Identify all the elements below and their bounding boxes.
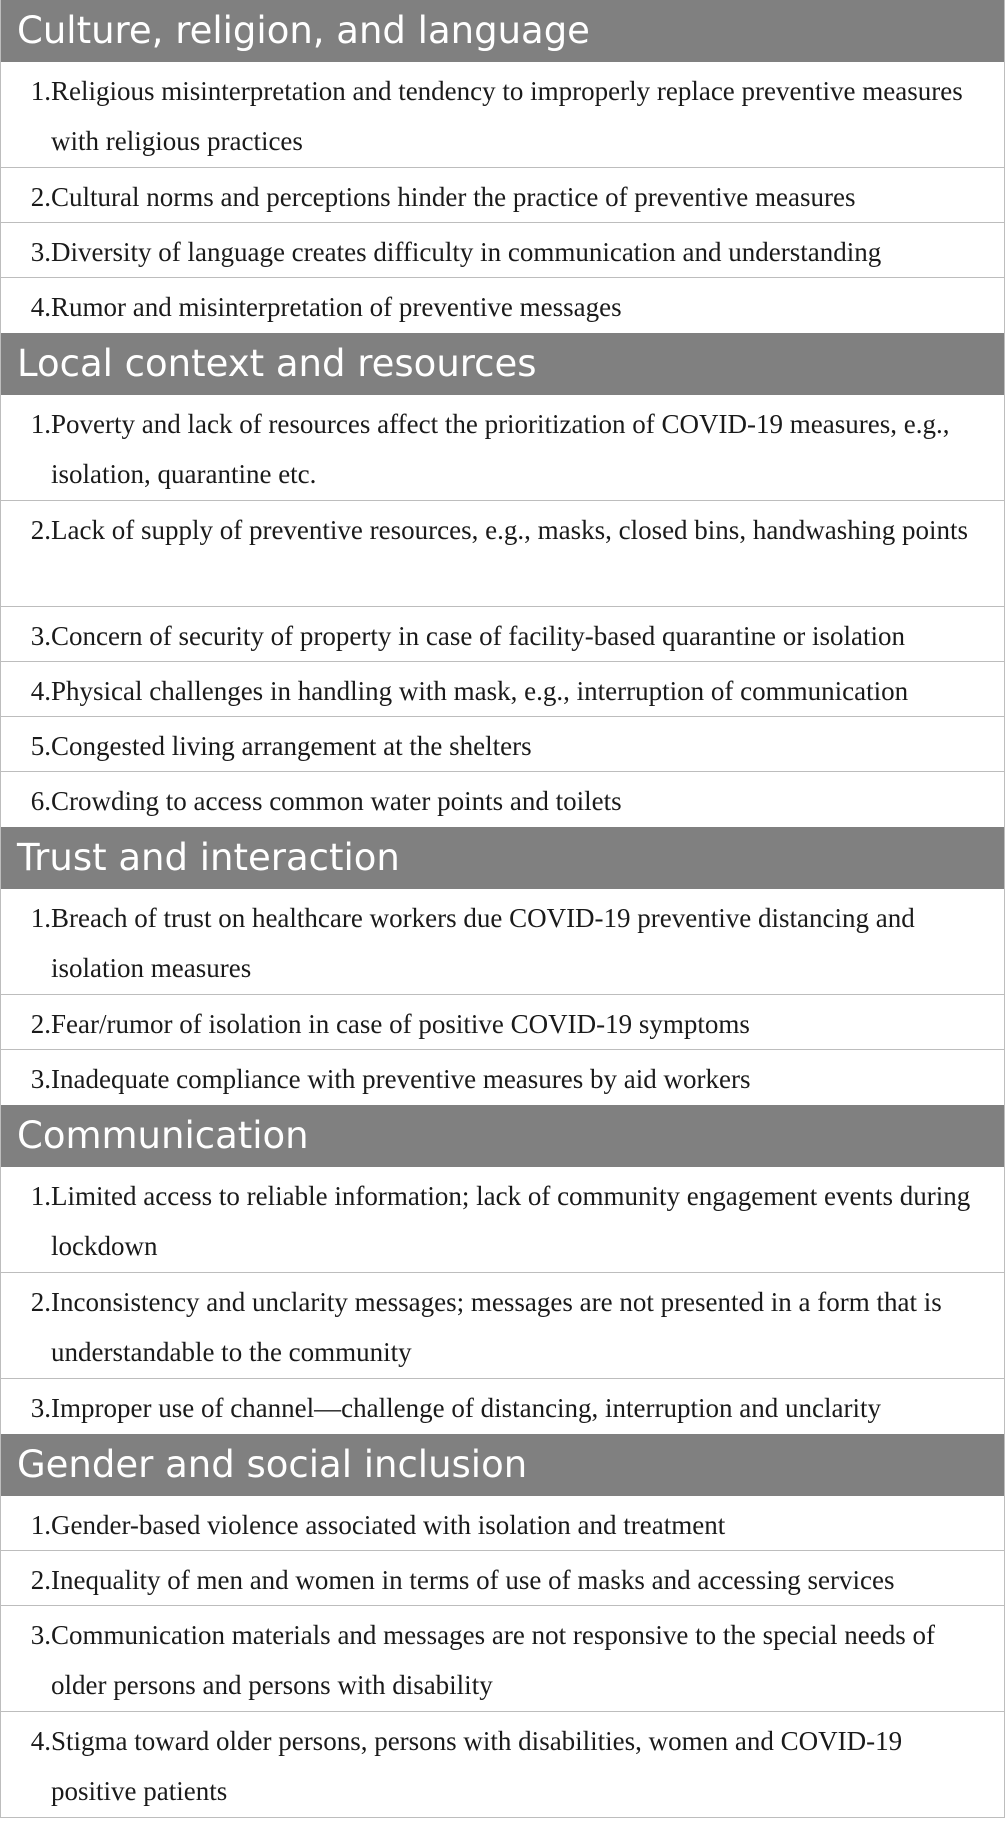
item-number: 3.	[30, 237, 51, 267]
table-row	[1, 62, 1004, 168]
item-text: Diversity of language creates difficulty in communication and understanding	[51, 237, 882, 267]
table-row	[1, 1606, 1004, 1712]
item-text: Crowding to access common water points and toilets	[51, 786, 622, 816]
item-text: Physical challenges in handling with mask, e.g., interruption of communication	[51, 676, 909, 706]
table-row	[1, 1050, 1004, 1105]
item-number: 4.	[30, 676, 51, 706]
table-row	[1, 223, 1004, 278]
table-row	[1, 662, 1004, 717]
item-text: Gender-based violence associated with isolation and treatment	[51, 1510, 726, 1540]
item-text: Communication materials and messages are not responsive to the special needs of older persons and persons with disability	[51, 1620, 935, 1700]
item-text: Poverty and lack of resources affect the prioritization of COVID-19 measures, e.g., isolation, quarantine etc.	[51, 409, 950, 489]
section-header: Communication	[1, 1105, 1004, 1167]
item-number: 2.	[30, 1009, 51, 1039]
item-text: Lack of supply of preventive resources, e.g., masks, closed bins, handwashing points	[51, 515, 969, 545]
item-number: 2.	[30, 182, 51, 212]
item-number: 6.	[30, 786, 51, 816]
item-text: Stigma toward older persons, persons with disabilities, women and COVID-19 positive patients	[51, 1726, 903, 1806]
item-number: 3.	[30, 1393, 51, 1423]
item-text: Concern of security of property in case of facility-based quarantine or isolation	[51, 621, 905, 651]
item-number: 1.	[30, 1510, 51, 1540]
item-number: 1.	[30, 409, 51, 439]
item-number: 2.	[30, 1287, 51, 1317]
item-text: Rumor and misinterpretation of preventive messages	[51, 292, 622, 322]
table-row	[1, 1551, 1004, 1606]
item-number: 4.	[30, 292, 51, 322]
table-row	[1, 772, 1004, 827]
item-number: 2.	[30, 515, 51, 545]
item-text: Inconsistency and unclarity messages; messages are not presented in a form that is understandable to the community	[51, 1287, 942, 1367]
section-header: Trust and interaction	[1, 827, 1004, 889]
table-row	[1, 1167, 1004, 1273]
item-text: Religious misinterpretation and tendency to improperly replace preventive measures with religious practices	[51, 76, 963, 156]
table-row	[1, 168, 1004, 223]
table-row	[1, 1712, 1004, 1818]
table-row	[1, 995, 1004, 1050]
table-row	[1, 717, 1004, 772]
table-row	[1, 1273, 1004, 1379]
item-number: 4.	[30, 1726, 51, 1756]
item-text: Fear/rumor of isolation in case of positive COVID-19 symptoms	[51, 1009, 750, 1039]
item-number: 1.	[30, 1181, 51, 1211]
item-number: 1.	[30, 76, 51, 106]
item-number: 2.	[30, 1565, 51, 1595]
table-row	[1, 607, 1004, 662]
section-header: Gender and social inclusion	[1, 1434, 1004, 1496]
section-header: Culture, religion, and language	[1, 0, 1004, 62]
item-text: Congested living arrangement at the shelters	[51, 731, 532, 761]
table-row	[1, 889, 1004, 995]
table-row	[1, 278, 1004, 333]
section-header: Local context and resources	[1, 333, 1004, 395]
table-row	[1, 395, 1004, 501]
table-row	[1, 1379, 1004, 1434]
item-text: Inequality of men and women in terms of use of masks and accessing services	[51, 1565, 895, 1595]
item-number: 1.	[30, 903, 51, 933]
item-text: Limited access to reliable information; lack of community engagement events during lockdown	[51, 1181, 971, 1261]
item-number: 3.	[30, 1064, 51, 1094]
item-text: Breach of trust on healthcare workers due COVID-19 preventive distancing and isolation measures	[51, 903, 915, 983]
item-number: 3.	[30, 621, 51, 651]
item-number: 5.	[30, 731, 51, 761]
item-number: 3.	[30, 1620, 51, 1650]
item-text: Cultural norms and perceptions hinder the practice of preventive measures	[51, 182, 856, 212]
item-text: Improper use of channel—challenge of distancing, interruption and unclarity	[51, 1393, 881, 1423]
item-text: Inadequate compliance with preventive measures by aid workers	[51, 1064, 751, 1094]
table-row	[1, 501, 1004, 607]
table-row	[1, 1496, 1004, 1551]
